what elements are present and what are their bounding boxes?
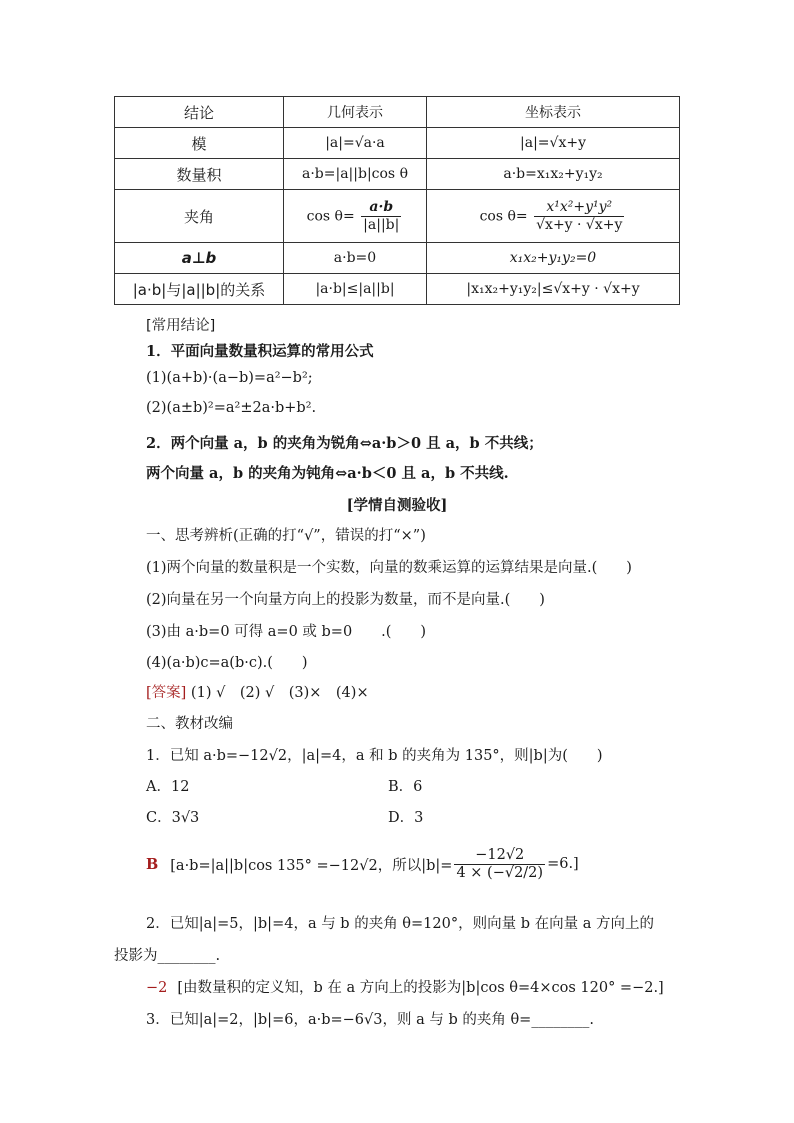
geo-cell: a·b=|a||b|cos θ [284,159,427,190]
geo-cell: a·b=0 [284,243,427,274]
problem1-option-b: B．6 [388,779,423,795]
problem3-stem: 3．已知|a|=2，|b|=6，a·b=−6√3，则 a 与 b 的夹角 θ=________. [146,1012,594,1028]
problem1-answer-letter: B [146,855,159,873]
vector-summary-table [114,96,680,305]
problem1-stem: 1．已知 a·b=−12√2，|a|=4，a 和 b 的夹角为 135°，则|b|为( ) [146,748,603,764]
problem2-answer-text: [由数量积的定义知，b 在 a 方向上的投影为|b|cos θ=4×cos 120° =−2.] [177,980,664,996]
table-header-cell: 几何表示 [284,97,427,128]
row-label: a⊥b [115,243,284,274]
answer-label: [答案] [146,685,187,701]
common-formula-1: (1)(a+b)·(a−b)=a²−b²; [146,370,313,386]
problem1-option-d: D．3 [388,810,424,826]
problem1-answer-denominator: 4 × (−√2/2) [456,864,544,881]
problem2-stem-line1: 2．已知|a|=5，|b|=4，a 与 b 的夹角 θ=120°，则向量 b 在向量 a 方向上的 [146,916,654,932]
judge-question-4: (4)(a·b)c=a(b·c).( ) [146,655,308,671]
row-label: 数量积 [115,159,284,190]
row-label: 模 [115,128,284,159]
table-row [115,190,680,243]
problem2-stem-line2: 投影为________. [114,948,221,964]
judge-question-1: (1)两个向量的数量积是一个实数，向量的数乘运算的运算结果是向量.( ) [146,560,632,576]
problem2-answer [146,976,664,997]
problem1-answer-numerator: −12√2 [454,847,545,865]
coord-cell [427,190,680,243]
problem1-answer-pre: [a·b=|a||b|cos 135° =−12√2，所以|b|= [170,857,453,874]
coord-numerator: x¹x²+y¹y² [534,199,624,217]
section1-heading: 一、思考辨析(正确的打“√”，错误的打“×”) [146,528,426,544]
common-item2-line1: 2．两个向量 a，b 的夹角为锐角⇔a·b＞0 且 a，b 不共线； [146,435,543,452]
common-formula-2: (2)(a±b)²=a²±2a·b+b². [146,400,317,416]
coord-denominator: √x+y · √x+y [536,216,623,233]
self-test-title: [学情自测验收] [346,497,448,514]
row-label: |a·b|与|a||b|的关系 [115,274,284,305]
common-conclusions-heading: [常用结论] [146,318,216,334]
judge-question-3: (3)由 a·b=0 可得 a=0 或 b=0 .( ) [146,624,427,640]
problem2-answer-value: −2 [146,980,168,996]
geo-fraction [361,199,401,234]
table-header-row [115,97,680,128]
table-row [115,159,680,190]
problem1-option-a: A．12 [146,779,190,795]
table-header-cell: 结论 [115,97,284,128]
coord-fraction [534,199,624,234]
coord-cell: a·b=x₁x₂+y₁y₂ [427,159,680,190]
problem1-answer-post: =6.] [547,856,579,872]
geo-cell: |a|=√a·a [284,128,427,159]
common-item2-line2: 两个向量 a，b 的夹角为钝角⇔a·b＜0 且 a，b 不共线. [146,465,509,482]
answer-text: (1) √ (2) √ (3)× (4)× [186,685,369,701]
section2-heading: 二、教材改编 [146,716,233,732]
common-item1-title: 1．平面向量数量积运算的常用公式 [146,343,374,360]
table-header-cell: 坐标表示 [427,97,680,128]
coord-prefix: cos θ= [479,208,528,224]
judge-answer [146,681,369,702]
geo-prefix: cos θ= [306,208,355,224]
problem1-answer [146,832,579,896]
table-row [115,274,680,305]
coord-cell: x₁x₂+y₁y₂=0 [427,243,680,274]
geo-cell [284,190,427,243]
table-row [115,128,680,159]
geo-cell: |a·b|≤|a||b| [284,274,427,305]
geo-denominator: |a||b| [363,216,400,233]
problem1-answer-fraction [454,847,545,882]
row-label: 夹角 [115,190,284,243]
table-row [115,243,680,274]
coord-cell: |x₁x₂+y₁y₂|≤√x+y · √x+y [427,274,680,305]
problem1-option-c: C．3√3 [146,810,200,826]
coord-cell: |a|=√x+y [427,128,680,159]
judge-question-2: (2)向量在另一个向量方向上的投影为数量，而不是向量.( ) [146,592,545,608]
geo-numerator: a·b [361,199,401,217]
